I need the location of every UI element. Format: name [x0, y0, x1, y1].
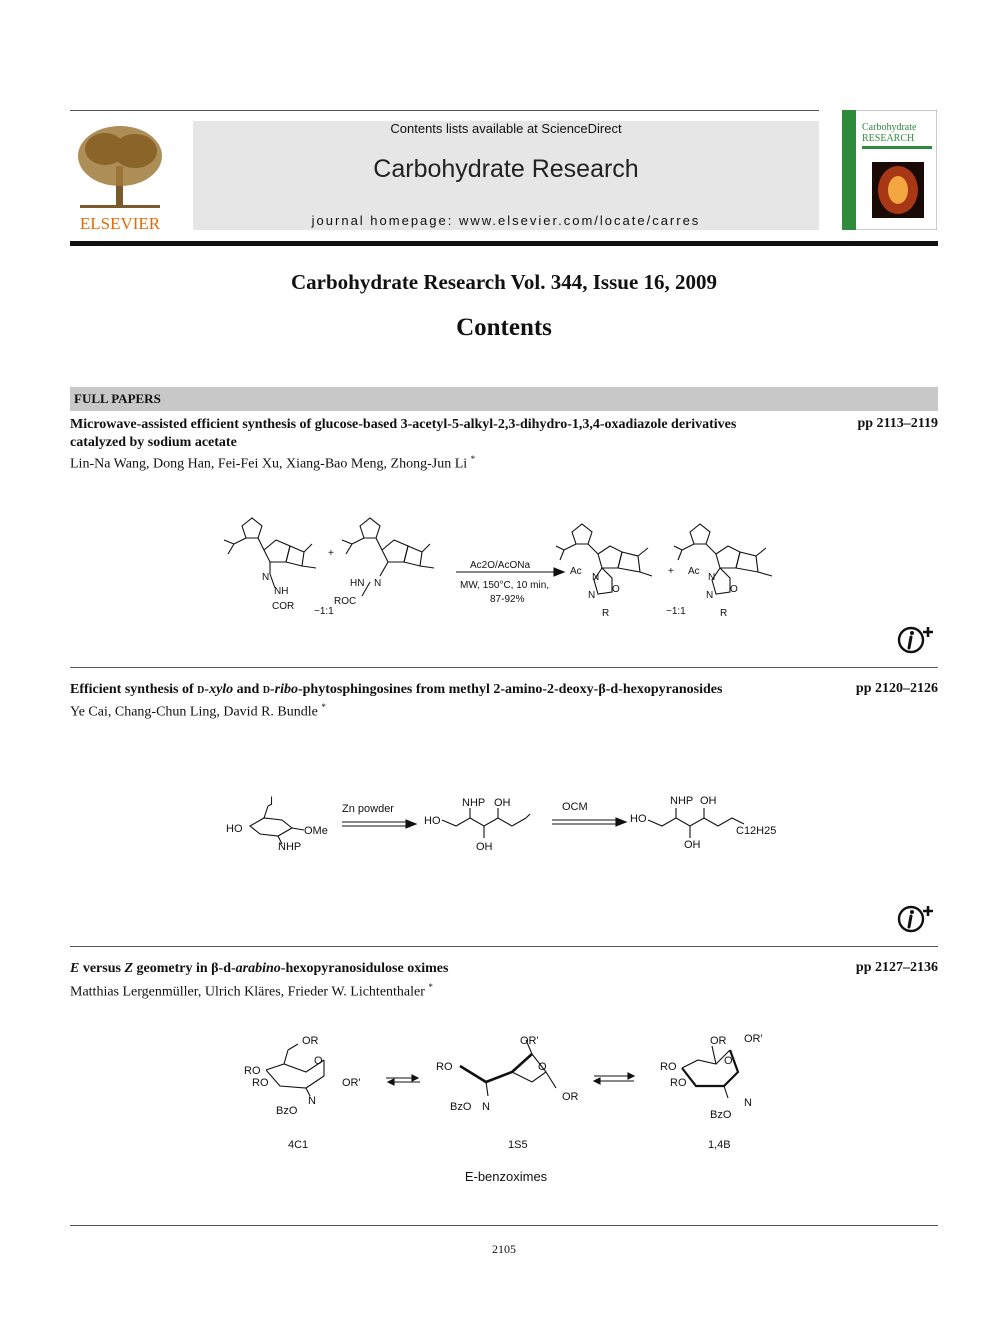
article-2-title-part: -phytosphingosines from methyl 2-amino-2-deoxy-β-d-hexopyranosides	[297, 682, 723, 697]
article-2-author-list: Ye Cai, Chang-Chun Ling, David R. Bundle	[70, 704, 318, 720]
scheme2-label: HO	[226, 823, 243, 835]
corresponding-author-marker: *	[470, 454, 476, 464]
scheme3-label: O	[314, 1055, 323, 1067]
scheme2-label: OMe	[304, 825, 328, 837]
scheme1-label: N	[374, 578, 382, 589]
article-1-author-list: Lin-Na Wang, Dong Han, Fei-Fei Xu, Xiang-Bao Meng, Zhong-Jun Li	[70, 456, 468, 472]
issue-title: Carbohydrate Research Vol. 344, Issue 16, 2009	[290, 270, 718, 294]
scheme3-label: RO	[244, 1065, 261, 1077]
article-1-authors	[70, 454, 475, 473]
article-separator	[70, 946, 938, 947]
scheme3-label: RO	[670, 1077, 687, 1089]
article-3-authors	[70, 982, 433, 1001]
scheme1-label: ROC	[334, 596, 357, 607]
scheme2-label: HO	[424, 815, 441, 827]
article-3-title-part: E	[70, 961, 80, 976]
interactive-info-icon	[896, 624, 936, 656]
article-3-scheme	[236, 1030, 776, 1190]
scheme3-label: BzO	[710, 1109, 732, 1121]
scheme3-label: O	[724, 1055, 733, 1067]
cover-title-line1: Carbohydrate	[862, 122, 917, 133]
scheme2-label: NHP	[462, 797, 486, 809]
article-3-pages[interactable]: pp 2127–2136	[855, 960, 938, 975]
scheme1-reagent-bottom1: MW, 150°C, 10 min,	[460, 580, 550, 591]
scheme3-label: OR	[302, 1035, 319, 1047]
scheme3-label: OR	[710, 1035, 727, 1047]
corresponding-author-marker: *	[321, 702, 326, 712]
scheme2-reagent-1: Zn powder	[342, 803, 394, 815]
article-2-title-part: -ribo	[269, 682, 298, 697]
scheme1-reagent-bottom2: 87-92%	[490, 594, 525, 605]
corresponding-author-marker: *	[428, 982, 433, 992]
scheme1-plus: +	[668, 566, 674, 577]
scheme1-label: N	[262, 572, 270, 583]
scheme2-label: I	[270, 795, 274, 807]
scheme1-label: HN	[350, 578, 365, 589]
article-2-info-button[interactable]	[896, 903, 936, 940]
journal-title: Carbohydrate Research	[373, 155, 639, 183]
page-number: 2105	[492, 1242, 516, 1256]
scheme3-label: O	[538, 1061, 547, 1073]
scheme1-label: NH	[274, 586, 289, 597]
scheme1-reagent-top: Ac2O/AcONa	[470, 560, 531, 571]
scheme2-label: NHP	[670, 795, 694, 807]
elsevier-logo[interactable]	[70, 121, 170, 231]
scheme1-label: COR	[272, 601, 295, 612]
scheme3-label: RO	[252, 1077, 269, 1089]
scheme1-ratio-right: ~1:1	[666, 606, 686, 617]
scheme2-label: NHP	[278, 841, 302, 853]
article-2-pages[interactable]: pp 2120–2126	[855, 681, 938, 696]
article-2-title-part: and	[233, 682, 263, 697]
journal-homepage-link[interactable]: journal homepage: www.elsevier.com/locate/carres	[311, 213, 701, 228]
article-2-title-part: d	[262, 682, 270, 697]
section-label: FULL PAPERS	[74, 391, 161, 406]
scheme2-reagent-2: OCM	[562, 801, 588, 813]
scheme1-ratio-left: ~1:1	[314, 606, 334, 617]
article-2-authors	[70, 702, 326, 721]
conformer-label-1s5: 1S5	[508, 1139, 528, 1151]
scheme2-label: HO	[630, 813, 647, 825]
scheme2-label: C12H25	[736, 825, 777, 837]
scheme3-label: RO	[436, 1061, 453, 1073]
article-1-title-line1: Microwave-assisted efficient synthesis of glucose-based 3-acetyl-5-alkyl-2,3-dihydro-1,3,4-oxadiazole derivatives	[70, 417, 737, 432]
header-bottom-rule	[70, 241, 938, 246]
scheme3-label: OR'	[520, 1035, 539, 1047]
article-3-author-list: Matthias Lergenmüller, Ulrich Kläres, Frieder W. Lichtenthaler	[70, 984, 425, 1000]
article-1-pages[interactable]: pp 2113–2119	[857, 416, 938, 431]
scheme3-label: N	[482, 1101, 490, 1113]
scheme3-caption: E-benzoximes	[464, 1169, 548, 1184]
article-2-scheme	[220, 790, 790, 860]
interactive-info-icon	[896, 903, 936, 935]
scheme1-label: R	[602, 608, 610, 619]
scheme3-label: RO	[660, 1061, 677, 1073]
scheme1-label: R	[720, 608, 728, 619]
scheme3-label: N	[744, 1097, 752, 1109]
conformer-label-14b: 1,4B	[708, 1139, 731, 1151]
article-3-title-part: versus	[79, 961, 125, 976]
article-2-title-part: -xylo	[204, 682, 234, 697]
article-1-scheme	[220, 510, 790, 625]
footer-rule	[70, 1225, 938, 1226]
scheme2-label: OH	[494, 797, 511, 809]
scheme1-label: N	[588, 590, 596, 601]
section-bar	[70, 387, 938, 411]
article-3-title-part: Z	[124, 961, 134, 976]
scheme1-plus: +	[328, 548, 334, 559]
elsevier-tree-icon	[70, 121, 170, 231]
scheme2-label: OH	[476, 841, 493, 853]
scheme1-label: N	[592, 572, 600, 583]
scheme2-label: OH	[684, 839, 701, 851]
cover-title-line2: RESEARCH	[862, 133, 915, 144]
article-1-info-button[interactable]	[896, 624, 936, 661]
article-3-title[interactable]	[70, 960, 830, 978]
contents-heading: Contents	[456, 314, 552, 341]
article-3-title-part: arabino	[235, 961, 281, 976]
article-3-title-part: geometry in β-d-	[133, 961, 236, 976]
scheme1-label: O	[730, 584, 738, 595]
scheme1-label: O	[612, 584, 620, 595]
scheme3-label: OR'	[744, 1033, 763, 1045]
article-2-title-part: Efficient synthesis of	[70, 682, 198, 697]
scheme3-label: N	[308, 1095, 316, 1107]
article-separator	[70, 667, 938, 668]
contents-lists-note[interactable]: Contents lists available at ScienceDirect	[390, 121, 622, 136]
scheme3-label: OR'	[342, 1077, 361, 1089]
header-top-rule	[70, 110, 819, 111]
scheme1-label: N	[706, 590, 714, 601]
article-2-title-part: d	[197, 682, 205, 697]
scheme3-label: OR	[562, 1091, 579, 1103]
scheme1-label: N	[708, 572, 716, 583]
scheme1-label: Ac	[688, 566, 700, 577]
scheme2-label: OH	[700, 795, 717, 807]
article-1-title[interactable]	[70, 416, 830, 452]
scheme3-label: BzO	[450, 1101, 472, 1113]
article-3-title-part: -hexopyranosidulose oximes	[280, 961, 449, 976]
journal-cover[interactable]	[842, 110, 937, 230]
scheme1-label: Ac	[570, 566, 582, 577]
article-1-title-line2: catalyzed by sodium acetate	[70, 435, 237, 450]
publisher-name: ELSEVIER	[79, 214, 161, 231]
article-2-title[interactable]	[70, 681, 830, 699]
conformer-label-4c1: 4C1	[288, 1139, 309, 1151]
scheme3-label: BzO	[276, 1105, 298, 1117]
